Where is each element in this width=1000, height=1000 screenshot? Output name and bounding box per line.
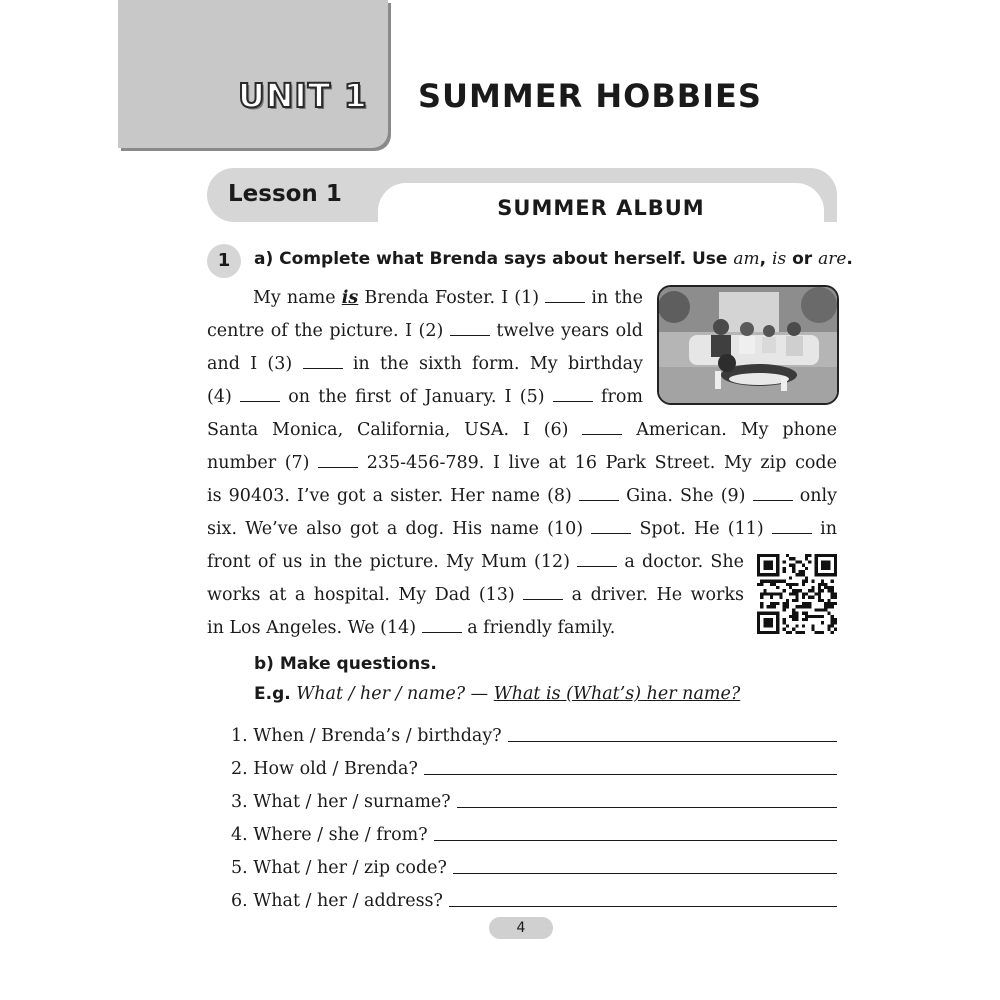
blank[interactable]: [772, 519, 812, 534]
text-line: and I (3) in the sixth form. My birthday: [207, 354, 643, 374]
answer-line[interactable]: [457, 807, 837, 808]
question-row: [231, 852, 837, 878]
part-b-title: b) Make questions.: [254, 654, 437, 674]
text-line: Santa Monica, California, USA. I (6) American. My phone: [207, 420, 838, 440]
answer-line[interactable]: [508, 741, 837, 742]
answer-line[interactable]: [434, 840, 837, 841]
text-line: centre of the picture. I (2) twelve years old: [207, 321, 643, 341]
answer-line[interactable]: [453, 873, 837, 874]
blank[interactable]: [523, 585, 563, 600]
text-line: works at a hospital. My Dad (13) a driver. He works: [207, 585, 744, 605]
text-line: number (7) 235-456-789. I live at 16 Park Street. My zip code: [207, 453, 837, 473]
text-line: is 90403. I’ve got a sister. Her name (8) Gina. She (9) only: [207, 486, 837, 506]
question-row: [231, 819, 837, 845]
page-number: 4: [489, 917, 553, 939]
blank[interactable]: [303, 354, 343, 369]
family-photo-image: [659, 287, 837, 403]
question-text: 6. What / her / address?: [231, 891, 443, 911]
blank[interactable]: [318, 453, 358, 468]
family-photo: [657, 285, 839, 405]
text-line: (4) on the first of January. I (5) from: [207, 387, 643, 407]
text-line: My name is Brenda Foster. I (1) in the: [253, 288, 643, 308]
question-text: 4. Where / she / from?: [231, 825, 428, 845]
example-label: E.g.: [254, 684, 291, 704]
lesson-label: Lesson 1: [228, 181, 342, 207]
blank[interactable]: [753, 486, 793, 501]
blank[interactable]: [545, 288, 585, 303]
blank[interactable]: [577, 552, 617, 567]
question-text: 5. What / her / zip code?: [231, 858, 447, 878]
blank[interactable]: [591, 519, 631, 534]
answer-line[interactable]: [449, 906, 837, 907]
exercise-instruction: a) Complete what Brenda says about herself. Use am, is or are.: [254, 249, 853, 269]
question-row: [231, 720, 837, 746]
question-text: 3. What / her / surname?: [231, 792, 451, 812]
blank[interactable]: [553, 387, 593, 402]
blank[interactable]: [579, 486, 619, 501]
qr-code-icon[interactable]: [757, 554, 837, 634]
question-row: [231, 786, 837, 812]
text-line: six. We’ve also got a dog. His name (10) Spot. He (11) in: [207, 519, 837, 539]
question-text: 2. How old / Brenda?: [231, 759, 418, 779]
exercise-number-badge: 1: [207, 244, 241, 278]
text-line: in Los Angeles. We (14) a friendly family.: [207, 618, 616, 638]
question-row: [231, 753, 837, 779]
blank[interactable]: [582, 420, 622, 435]
text-line: front of us in the picture. My Mum (12) a doctor. She: [207, 552, 744, 572]
blank[interactable]: [240, 387, 280, 402]
blank[interactable]: [450, 321, 490, 336]
unit-label: UNIT 1: [238, 76, 368, 115]
example-answer: What is (What’s) her name?: [493, 684, 741, 704]
example-row: E.g. What / her / name? — What is (What’s) her name?: [254, 684, 741, 704]
lesson-title: SUMMER ALBUM: [497, 196, 705, 220]
question-row: [231, 885, 837, 911]
example-question: What / her / name?: [296, 684, 466, 704]
unit-title: SUMMER HOBBIES: [418, 77, 762, 115]
question-text: 1. When / Brenda’s / birthday?: [231, 726, 502, 746]
unit-tab: [118, 0, 388, 148]
answer-line[interactable]: [424, 774, 837, 775]
blank[interactable]: [422, 618, 462, 633]
qr-code-graphic: [757, 554, 837, 634]
